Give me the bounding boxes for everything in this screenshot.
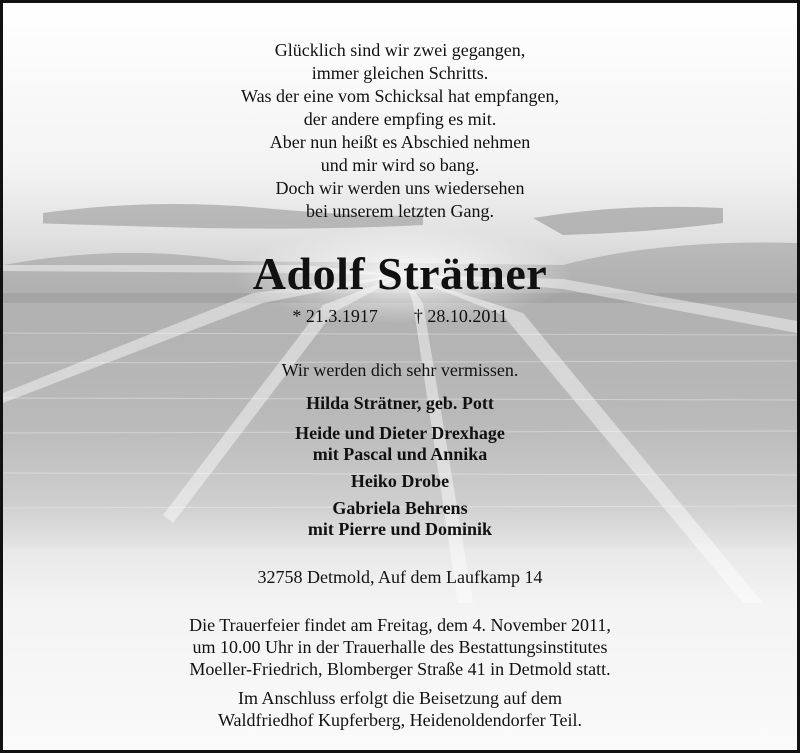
poem-line: immer gleichen Schritts. xyxy=(311,63,489,83)
service-line: um 10.00 Uhr in der Trauerhalle des Bestattungsinstitutes xyxy=(192,637,608,657)
poem-line: und mir wird so bang. xyxy=(320,155,480,175)
birth-date: * 21.3.1917 xyxy=(292,306,378,326)
poem-line: Aber nun heißt es Abschied nehmen xyxy=(269,132,531,152)
death-date: † 28.10.2011 xyxy=(413,306,508,326)
mourner-line: mit Pascal und Annika xyxy=(312,444,488,464)
burial-line: Waldfriedhof Kupferberg, Heidenoldendorfer Teil. xyxy=(218,710,582,730)
mourner-line: mit Pierre und Dominik xyxy=(307,519,493,539)
deceased-name: Adolf Strätner xyxy=(252,248,548,299)
farewell-text: Wir werden dich sehr vermissen. xyxy=(281,360,519,380)
poem-line: bei unserem letzten Gang. xyxy=(306,201,494,221)
burial-line: Im Anschluss erfolgt die Beisetzung auf dem xyxy=(238,688,562,708)
mourner-line: Hilda Strätner, geb. Pott xyxy=(306,393,494,413)
life-dates xyxy=(3,306,797,327)
service-line: Die Trauerfeier findet am Freitag, dem 4. November 2011, xyxy=(189,615,611,635)
mourner-line: Gabriela Behrens xyxy=(332,498,468,518)
service-line: Moeller-Friedrich, Blomberger Straße 41 in Detmold statt. xyxy=(189,659,611,679)
poem-line: Was der eine vom Schicksal hat empfangen, xyxy=(241,86,559,106)
poem-line: der andere empfing es mit. xyxy=(303,109,497,129)
poem-line: Doch wir werden uns wiedersehen xyxy=(275,178,525,198)
address-line: 32758 Detmold, Auf dem Laufkamp 14 xyxy=(257,567,543,587)
mourner-line: Heiko Drobe xyxy=(350,471,450,491)
poem-line: Glücklich sind wir zwei gegangen, xyxy=(274,40,526,60)
mourner-line: Heide und Dieter Drexhage xyxy=(295,423,505,443)
